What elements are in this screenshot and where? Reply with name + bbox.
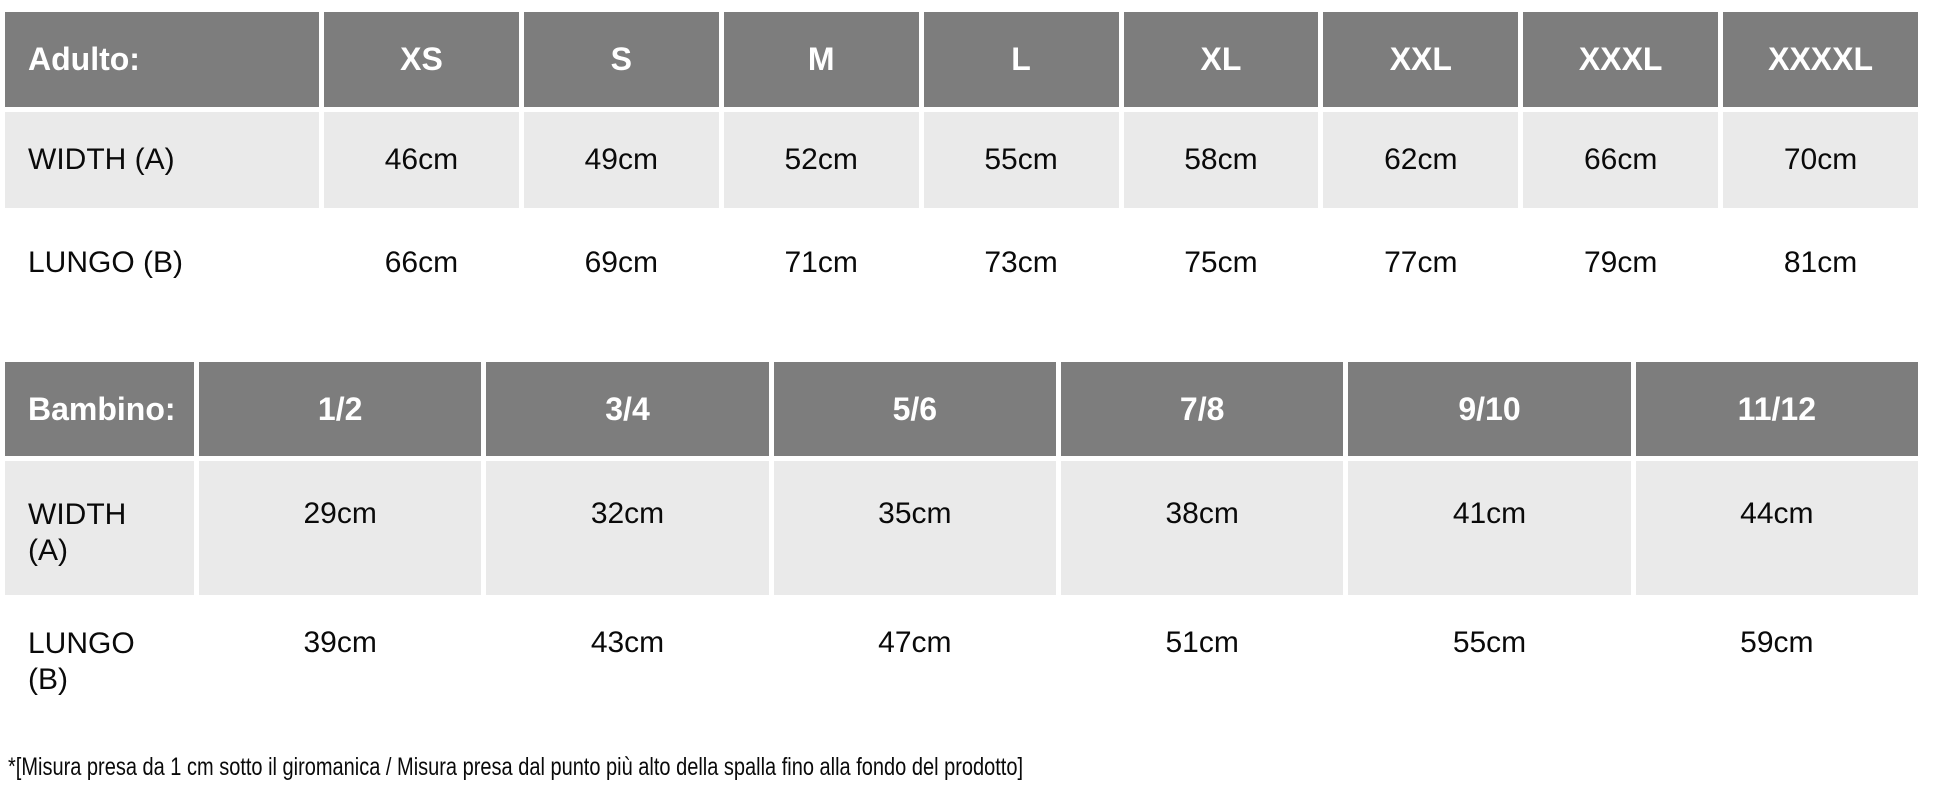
column-header-m: M <box>724 12 919 107</box>
column-header-5-6: 5/6 <box>774 362 1056 456</box>
size-value-9-10-lungo-b: 55cm <box>1452 626 1527 659</box>
size-value-l-lungo-b: 73cm <box>984 245 1058 279</box>
size-value-xs-width-a: 46cm <box>324 112 519 208</box>
table-title-bambino: Bambino: <box>5 362 194 456</box>
column-header-xl: XL <box>1124 12 1319 107</box>
column-header-xs: XS <box>324 12 519 107</box>
size-value-xxl-lungo-b: 77cm <box>1384 245 1458 279</box>
row-label-lungo-b: LUNGO (B) <box>28 245 184 279</box>
size-value-xl-width-a: 58cm <box>1124 112 1319 208</box>
size-value-5-6-lungo-b: 47cm <box>878 626 952 659</box>
size-value-3-4-lungo-b: 43cm <box>590 626 665 659</box>
size-value-xxl-width-a: 62cm <box>1323 112 1518 208</box>
table-title-adulto: Adulto: <box>5 12 319 107</box>
column-header-s: S <box>524 12 719 107</box>
size-value-l-width-a: 55cm <box>924 112 1119 208</box>
size-value-xs-lungo-b: 66cm <box>384 245 459 279</box>
column-header-xxxxl: XXXXL <box>1723 12 1918 107</box>
size-value-xl-lungo-b: 75cm <box>1184 245 1258 279</box>
measurement-footnote: *[Misura presa da 1 cm sotto il giromanica / Misura presa dal punto più alto della spalla fino alla fondo del prodotto] <box>8 753 1024 781</box>
column-header-1-2: 1/2 <box>199 362 481 456</box>
column-header-xxxl: XXXL <box>1523 12 1718 107</box>
size-value-m-lungo-b: 71cm <box>784 245 858 279</box>
size-value-7-8-lungo-b: 51cm <box>1165 626 1239 659</box>
adult-size-table <box>5 12 1918 313</box>
size-value-1-2-width-a: 29cm <box>199 461 481 595</box>
column-header-11-12: 11/12 <box>1636 362 1918 456</box>
column-header-l: L <box>924 12 1119 107</box>
size-value-7-8-width-a: 38cm <box>1061 461 1343 595</box>
row-label-width-a: WIDTH (A) <box>5 112 319 208</box>
column-header-xxl: XXL <box>1323 12 1518 107</box>
column-header-3-4: 3/4 <box>486 362 768 456</box>
size-value-1-2-lungo-b: 39cm <box>303 626 377 659</box>
size-value-xxxl-lungo-b: 79cm <box>1584 245 1658 279</box>
size-value-11-12-lungo-b: 59cm <box>1740 626 1814 659</box>
size-value-11-12-width-a: 44cm <box>1636 461 1918 595</box>
row-label-lungo-b: LUNGO (B) <box>28 627 135 696</box>
row-label-width-a: WIDTH (A) <box>5 461 194 595</box>
size-value-5-6-width-a: 35cm <box>774 461 1056 595</box>
size-value-s-width-a: 49cm <box>524 112 719 208</box>
size-value-xxxl-width-a: 66cm <box>1523 112 1718 208</box>
size-value-3-4-width-a: 32cm <box>486 461 768 595</box>
size-value-xxxxl-width-a: 70cm <box>1723 112 1918 208</box>
column-header-9-10: 9/10 <box>1348 362 1630 456</box>
size-value-9-10-width-a: 41cm <box>1348 461 1630 595</box>
column-header-7-8: 7/8 <box>1061 362 1343 456</box>
size-value-xxxxl-lungo-b: 81cm <box>1783 245 1858 279</box>
child-size-table <box>5 362 1918 720</box>
size-value-m-width-a: 52cm <box>724 112 919 208</box>
size-value-s-lungo-b: 69cm <box>584 245 658 279</box>
